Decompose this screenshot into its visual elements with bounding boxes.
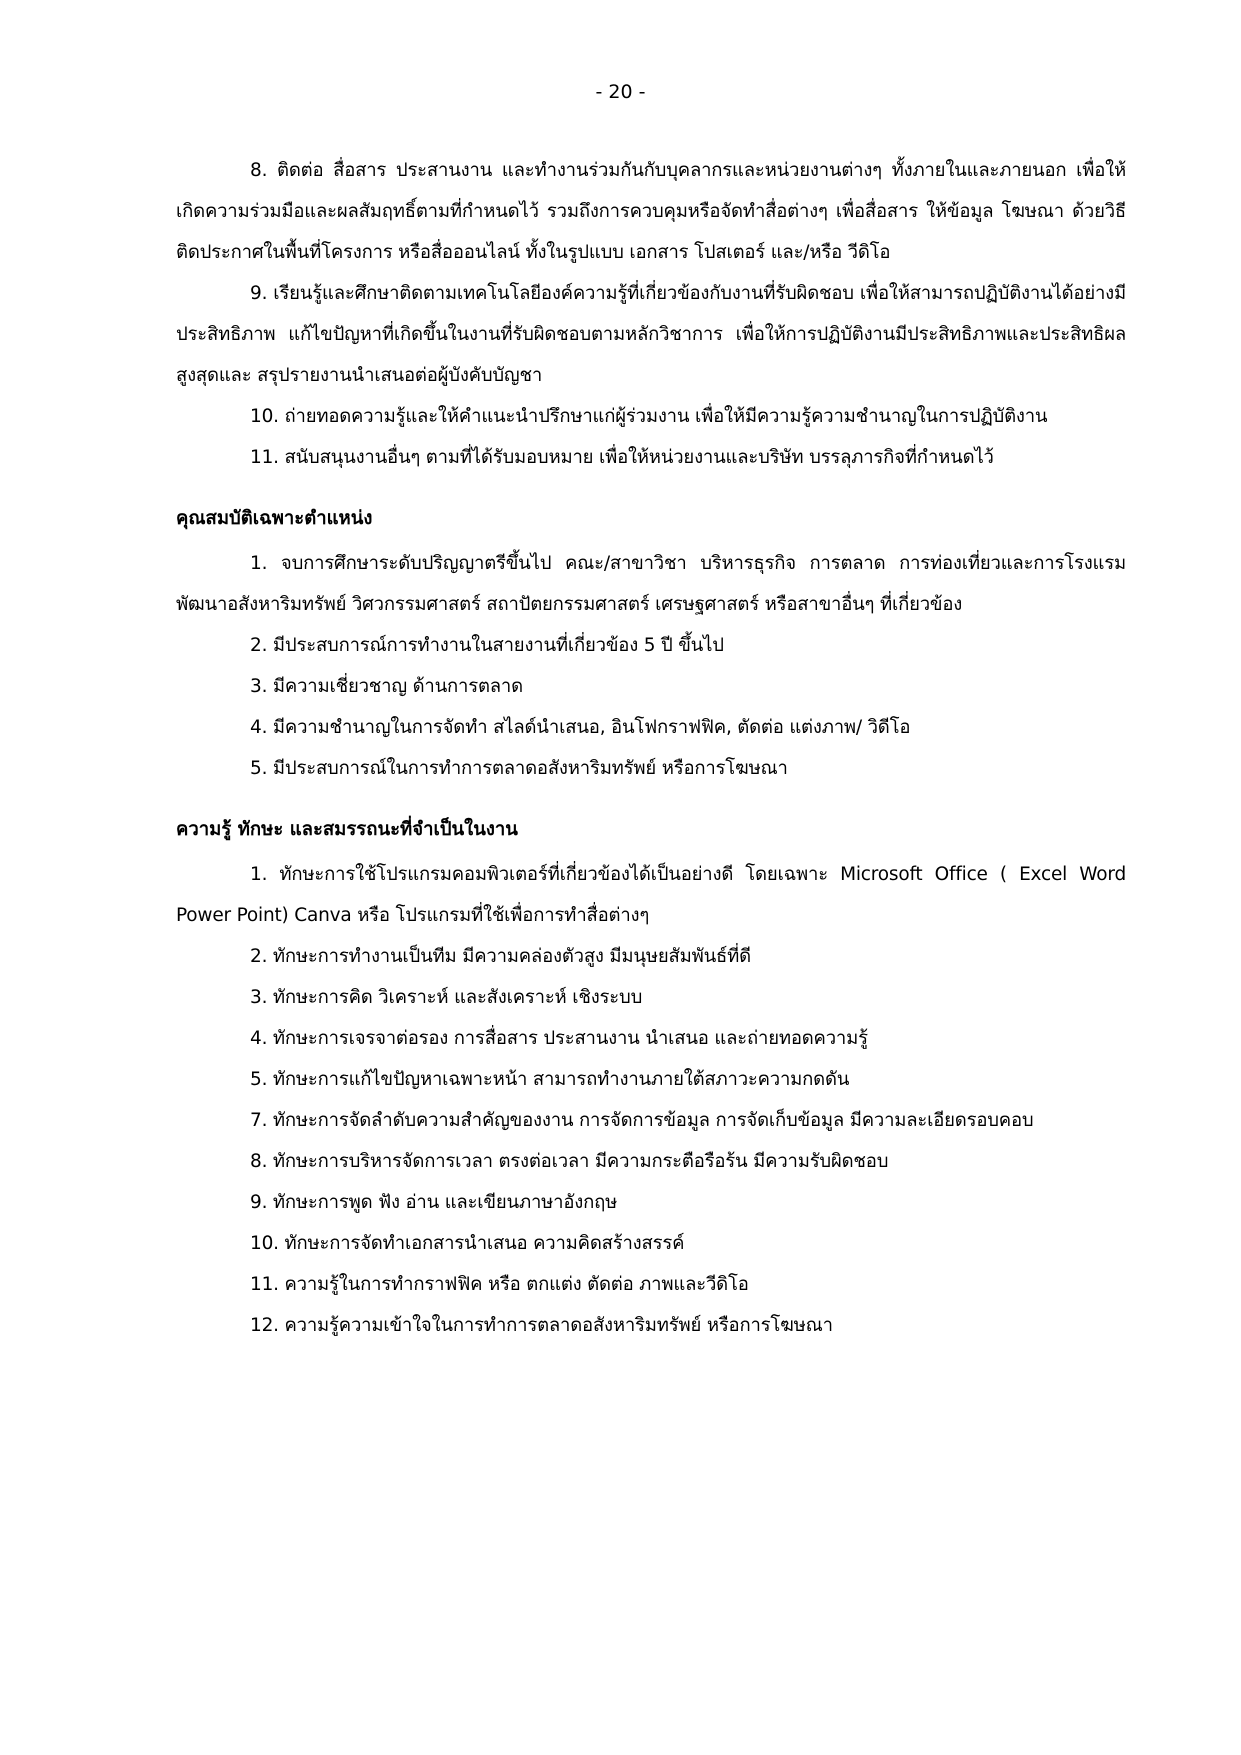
document-body (176, 150, 1126, 1346)
qualifications-section (176, 498, 1126, 789)
qualification-item: 1. จบการศึกษาระดับปริญญาตรีขึ้นไป คณะ/สาขาวิชา บริหารธุรกิจ การตลาด การท่องเที่ยวและการโรงแรม พัฒนาอสังหาริมทรัพย์ วิศวกรรมศาสตร์ สถาปัตยกรรมศาสตร์ เศรษฐศาสตร์ หรือสาขาอื่นๆ ที่เกี่ยวข้อง (176, 553, 1126, 615)
page-number: - 20 - (595, 81, 646, 103)
qualification-item: 3. มีความเชี่ยวชาญ ด้านการตลาด (250, 676, 523, 697)
skill-item: 8. ทักษะการบริหารจัดการเวลา ตรงต่อเวลา มีความกระตือรือร้น มีความรับผิดชอบ (250, 1151, 889, 1172)
skills-section (176, 809, 1126, 1346)
qualification-item: 2. มีประสบการณ์การทำงานในสายงานที่เกี่ยวข้อง 5 ปี ขึ้นไป (250, 635, 724, 656)
duty-item-9: 9. เรียนรู้และศึกษาติดตามเทคโนโลยีองค์ความรู้ที่เกี่ยวข้องกับงานที่รับผิดชอบ เพื่อให้สามารถปฏิบัติงานได้อย่างมีประสิทธิภาพ แก้ไขปัญหาที่เกิดขึ้นในงานที่รับผิดชอบตามหลักวิชาการ เพื่อให้การปฏิบัติงานมีประสิทธิภาพและประสิทธิผลสูงสุดและ สรุปรายงานนำเสนอต่อผู้บังคับบัญชา (176, 283, 1126, 386)
duty-item-8: 8. ติดต่อ สื่อสาร ประสานงาน และทำงานร่วมกันกับบุคลากรและหน่วยงานต่างๆ ทั้งภายในและภายนอก เพื่อให้เกิดความร่วมมือและผลสัมฤทธิ์ตามที่กำหนดไว้ รวมถึงการควบคุมหรือจัดทำสื่อต่างๆ เพื่อสื่อสาร ให้ข้อมูล โฆษณา ด้วยวิธี ติดประกาศในพื้นที่โครงการ หรือสื่อออนไลน์ ทั้งในรูปแบบ เอกสาร โปสเตอร์ และ/หรือ วีดิโอ (176, 160, 1126, 263)
skill-item: 1. ทักษะการใช้โปรแกรมคอมพิวเตอร์ที่เกี่ยวข้องได้เป็นอย่างดี โดยเฉพาะ Microsoft Office ( Excel Word Power Point) Canva หรือ โปรแกรมที่ใช้เพื่อการทำสื่อต่างๆ (176, 864, 1126, 926)
duty-item-10: 10. ถ่ายทอดความรู้และให้คำแนะนำปรึกษาแก่ผู้ร่วมงาน เพื่อให้มีความรู้ความชำนาญในการปฏิบัติงาน (250, 406, 1048, 427)
duty-item-11: 11. สนับสนุนงานอื่นๆ ตามที่ได้รับมอบหมาย เพื่อให้หน่วยงานและบริษัท บรรลุภารกิจที่กำหนดไว้ (250, 447, 994, 468)
skill-item: 3. ทักษะการคิด วิเคราะห์ และสังเคราะห์ เชิงระบบ (250, 987, 643, 1008)
skill-item: 11. ความรู้ในการทำกราฟฟิค หรือ ตกแต่ง ตัดต่อ ภาพและวีดิโอ (250, 1274, 749, 1295)
skill-item: 10. ทักษะการจัดทำเอกสารนำเสนอ ความคิดสร้างสรรค์ (250, 1233, 685, 1254)
skill-item: 12. ความรู้ความเข้าใจในการทำการตลาดอสังหาริมทรัพย์ หรือการโฆษณา (250, 1315, 833, 1336)
duties-continued-section (176, 150, 1126, 478)
qualifications-heading: คุณสมบัติเฉพาะตำแหน่ง (176, 508, 373, 529)
skill-item: 9. ทักษะการพูด ฟัง อ่าน และเขียนภาษาอังกฤษ (250, 1192, 618, 1213)
skill-item: 5. ทักษะการแก้ไขปัญหาเฉพาะหน้า สามารถทำงานภายใต้สภาวะความกดดัน (250, 1069, 850, 1090)
skill-item: 4. ทักษะการเจรจาต่อรอง การสื่อสาร ประสานงาน นำเสนอ และถ่ายทอดความรู้ (250, 1028, 868, 1049)
skills-heading: ความรู้ ทักษะ และสมรรถนะที่จำเป็นในงาน (176, 819, 518, 840)
skill-item: 7. ทักษะการจัดลำดับความสำคัญของงาน การจัดการข้อมูล การจัดเก็บข้อมูล มีความละเอียดรอบคอบ (250, 1110, 1034, 1131)
qualification-item: 4. มีความชำนาญในการจัดทำ สไลด์นำเสนอ, อินโฟกราฟฟิค, ตัดต่อ แต่งภาพ/ วิดีโอ (250, 717, 911, 738)
skill-item: 2. ทักษะการทำงานเป็นทีม มีความคล่องตัวสูง มีมนุษยสัมพันธ์ที่ดี (250, 946, 751, 967)
qualification-item: 5. มีประสบการณ์ในการทำการตลาดอสังหาริมทรัพย์ หรือการโฆษณา (250, 758, 788, 779)
